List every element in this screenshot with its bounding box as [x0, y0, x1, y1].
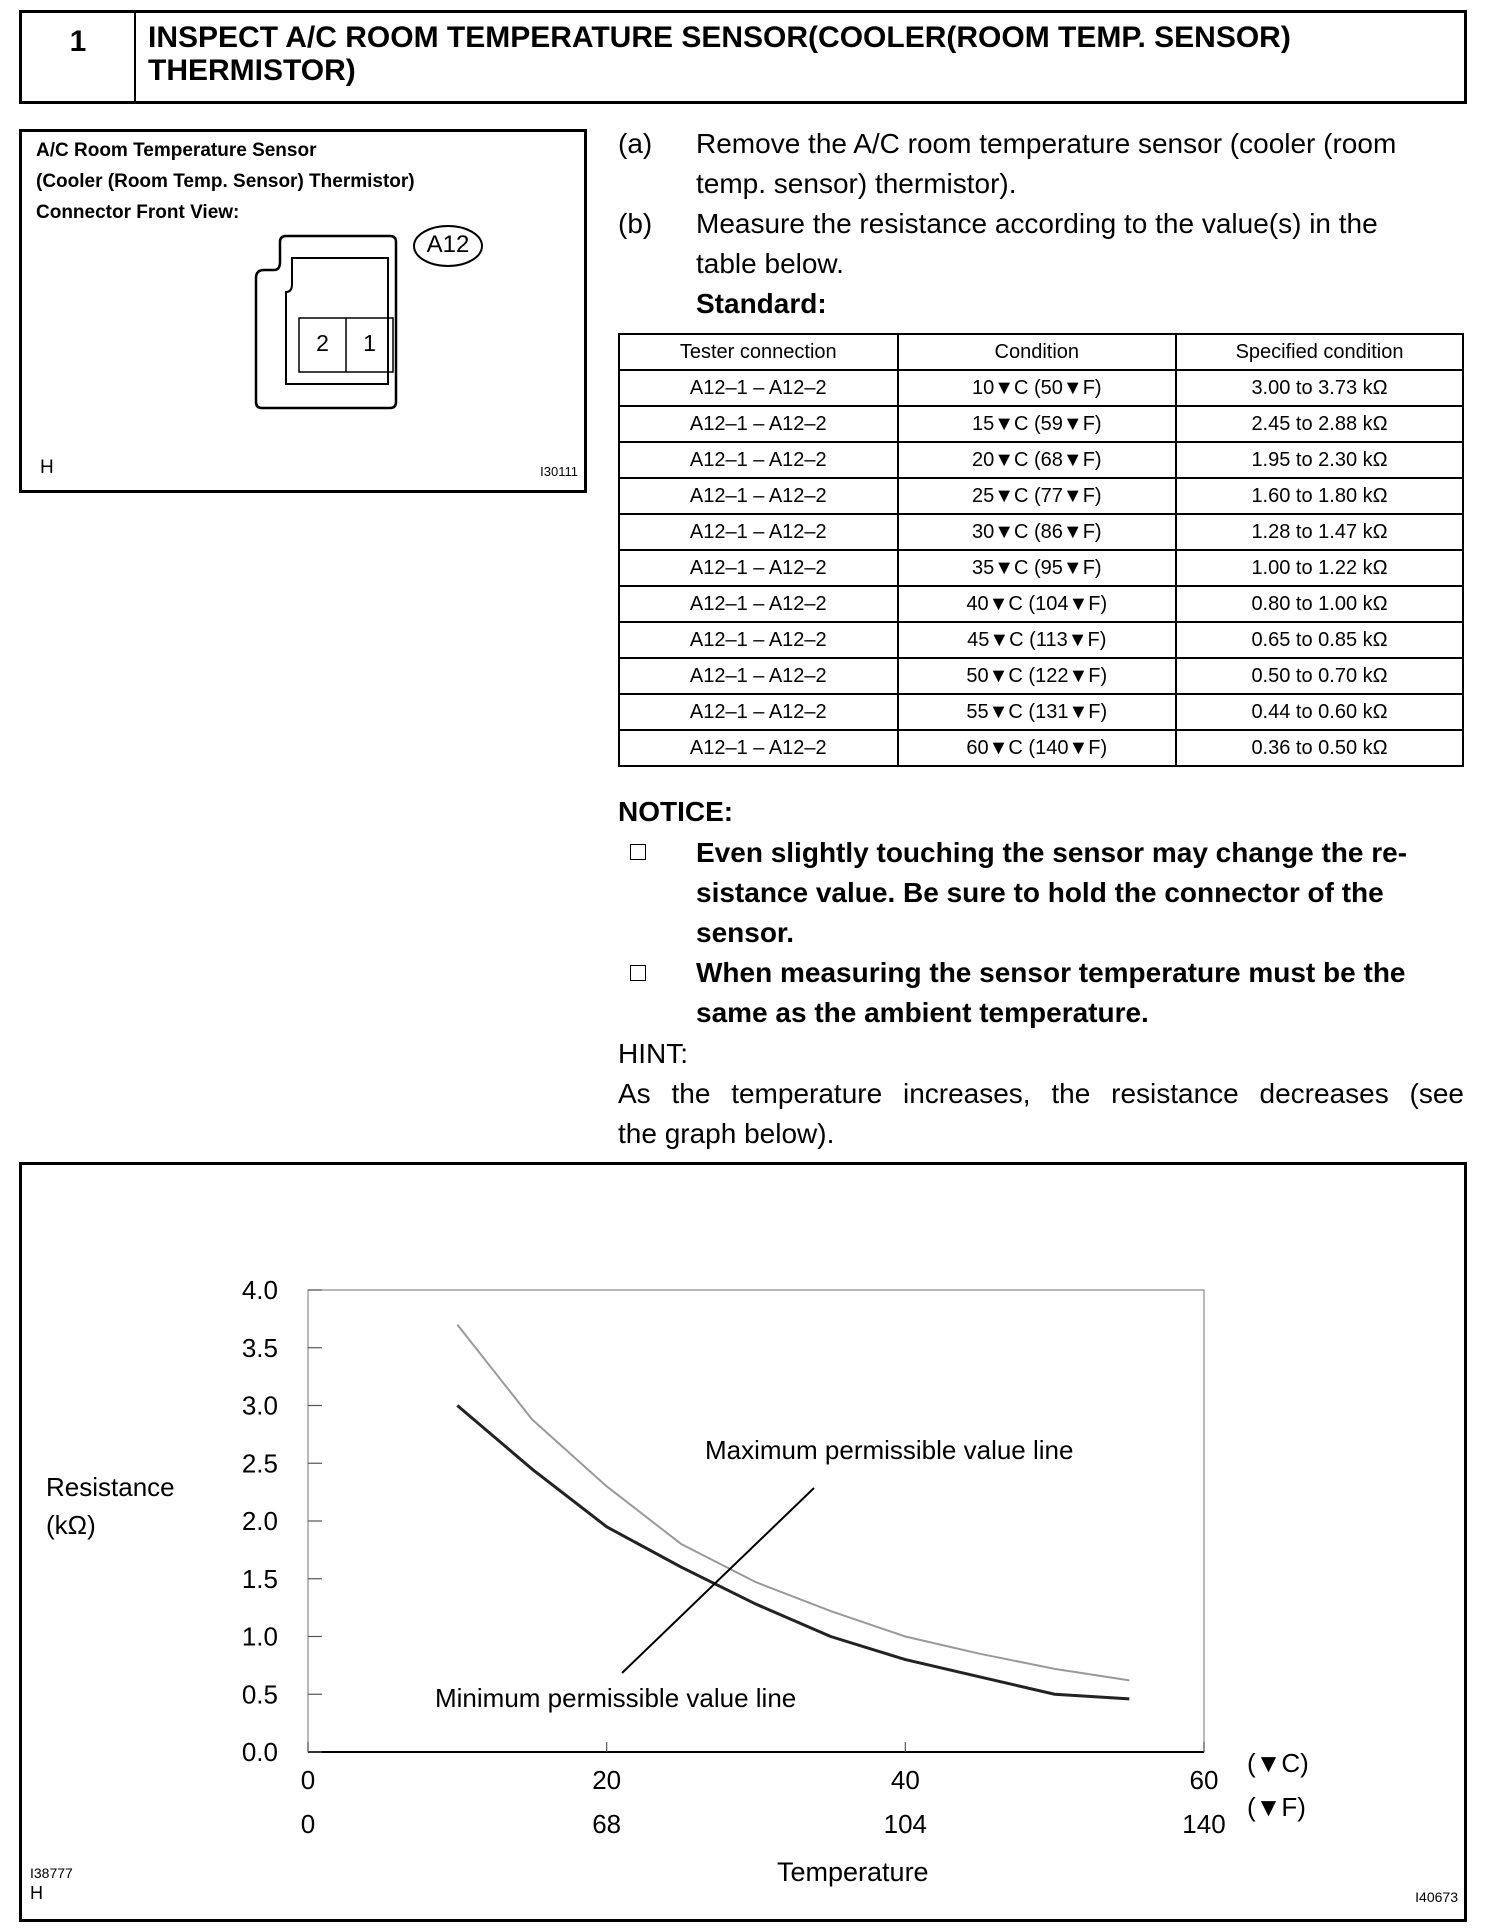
cell-condition: 25▼C (77▼F) — [898, 478, 1177, 514]
unit-fahrenheit: (▼F) — [1247, 1792, 1306, 1822]
figure-caption-line: Connector Front View: — [36, 202, 240, 223]
table-row — [619, 586, 1463, 622]
cell-condition: 15▼C (59▼F) — [898, 406, 1177, 442]
step-b-line: Measure the resistance according to the value(s) in the — [696, 208, 1378, 239]
cell-tester-connection: A12–1 – A12–2 — [619, 370, 898, 406]
cell-specified-condition: 1.00 to 1.22 kΩ — [1176, 550, 1463, 586]
cell-specified-condition: 3.00 to 3.73 kΩ — [1176, 370, 1463, 406]
y-tick-label: 1.0 — [241, 1621, 278, 1652]
table-header-row — [619, 334, 1463, 370]
x-tick-label-fahrenheit: 68 — [592, 1809, 622, 1839]
figure-code: I40673 — [1415, 1889, 1458, 1905]
header-tester-connection: Tester connection — [619, 334, 898, 370]
table-row — [619, 370, 1463, 406]
cell-tester-connection: A12–1 – A12–2 — [619, 694, 898, 730]
table-row — [619, 550, 1463, 586]
table-row — [619, 406, 1463, 442]
notice-line: sistance value. Be sure to hold the connector of the — [696, 877, 1384, 908]
cell-tester-connection: A12–1 – A12–2 — [619, 550, 898, 586]
hint-title: HINT: — [618, 1038, 688, 1069]
step-header — [19, 10, 1467, 104]
notice-line: same as the ambient temperature. — [696, 997, 1149, 1028]
bullet-box-icon — [630, 844, 646, 860]
unit-celsius: (▼C) — [1247, 1748, 1309, 1778]
cell-specified-condition: 0.44 to 0.60 kΩ — [1176, 694, 1463, 730]
x-axis-label: Temperature — [777, 1857, 929, 1887]
notice-title: NOTICE: — [618, 796, 734, 827]
y-tick-label: 0.5 — [241, 1679, 278, 1710]
y-tick-label: 2.5 — [241, 1448, 278, 1479]
corner-mark: H — [30, 1883, 43, 1903]
y-tick-label: 0.0 — [241, 1737, 278, 1767]
x-tick-label-celsius: 20 — [592, 1765, 622, 1795]
max-permissible-line — [457, 1325, 1129, 1681]
notice-line: sensor. — [696, 917, 795, 948]
x-tick-label-celsius: 0 — [300, 1765, 316, 1795]
pin-1: 1 — [363, 330, 376, 356]
y-axis-label: Resistance — [46, 1472, 175, 1502]
step-b-line: table below. — [696, 248, 844, 279]
max-line-label: Maximum permissible value line — [705, 1435, 1074, 1465]
step-b-marker: (b) — [618, 208, 653, 239]
cell-tester-connection: A12–1 – A12–2 — [619, 442, 898, 478]
cell-tester-connection: A12–1 – A12–2 — [619, 730, 898, 766]
cell-condition: 45▼C (113▼F) — [898, 622, 1177, 658]
cell-specified-condition: 0.50 to 0.70 kΩ — [1176, 658, 1463, 694]
cell-specified-condition: 0.65 to 0.85 kΩ — [1176, 622, 1463, 658]
cell-specified-condition: 1.60 to 1.80 kΩ — [1176, 478, 1463, 514]
x-tick-label-fahrenheit: 104 — [883, 1809, 928, 1839]
figure-code: I30111 — [540, 464, 578, 479]
table-row — [619, 478, 1463, 514]
cell-tester-connection: A12–1 – A12–2 — [619, 514, 898, 550]
cell-tester-connection: A12–1 – A12–2 — [619, 586, 898, 622]
min-line-label: Minimum permissible value line — [435, 1683, 797, 1713]
cell-tester-connection: A12–1 – A12–2 — [619, 658, 898, 694]
cell-specified-condition: 2.45 to 2.88 kΩ — [1176, 406, 1463, 442]
step-title: INSPECT A/C ROOM TEMPERATURE SENSOR(COOLER(ROOM TEMP. SENSOR) THERMISTOR) — [148, 21, 1291, 87]
table-row — [619, 622, 1463, 658]
resistance-table — [618, 333, 1464, 767]
cell-condition: 60▼C (140▼F) — [898, 730, 1177, 766]
y-tick-label: 4.0 — [241, 1275, 278, 1305]
step-a-marker: (a) — [618, 128, 653, 159]
x-tick-label-celsius: 60 — [1189, 1765, 1219, 1795]
figure-code: I38777 — [30, 1865, 73, 1881]
x-tick-label-fahrenheit: 0 — [300, 1809, 316, 1839]
y-tick-label: 2.0 — [241, 1506, 278, 1536]
cell-condition: 40▼C (104▼F) — [898, 586, 1177, 622]
x-tick-label-celsius: 40 — [890, 1765, 920, 1795]
y-axis-unit: (kΩ) — [46, 1510, 96, 1540]
corner-mark: H — [40, 457, 54, 478]
table-row — [619, 442, 1463, 478]
hint-line: As the temperature increases, the resistance decreases (see — [618, 1078, 1464, 1109]
cell-condition: 35▼C (95▼F) — [898, 550, 1177, 586]
y-tick-label: 1.5 — [241, 1563, 278, 1594]
table-row — [619, 658, 1463, 694]
hint-line: the graph below). — [618, 1118, 835, 1149]
notice-line: When measuring the sensor temperature must be the — [696, 957, 1406, 988]
cell-specified-condition: 0.80 to 1.00 kΩ — [1176, 586, 1463, 622]
figure-caption-line: (Cooler (Room Temp. Sensor) Thermistor) — [36, 171, 415, 192]
cell-specified-condition: 1.95 to 2.30 kΩ — [1176, 442, 1463, 478]
connector-figure — [19, 129, 587, 493]
cell-condition: 10▼C (50▼F) — [898, 370, 1177, 406]
resistance-graph — [19, 1162, 1467, 1922]
cell-tester-connection: A12–1 – A12–2 — [619, 406, 898, 442]
cell-condition: 50▼C (122▼F) — [898, 658, 1177, 694]
cell-tester-connection: A12–1 – A12–2 — [619, 478, 898, 514]
cell-specified-condition: 0.36 to 0.50 kΩ — [1176, 730, 1463, 766]
figure-caption-line: A/C Room Temperature Sensor — [36, 140, 317, 161]
step-a-line: Remove the A/C room temperature sensor (cooler (room — [696, 128, 1397, 159]
notice-line: Even slightly touching the sensor may change the re- — [696, 837, 1408, 868]
cell-tester-connection: A12–1 – A12–2 — [619, 622, 898, 658]
header-condition: Condition — [898, 334, 1177, 370]
table-row — [619, 694, 1463, 730]
y-tick-label: 3.0 — [241, 1390, 278, 1421]
connector-drawing — [22, 132, 584, 490]
cell-condition: 55▼C (131▼F) — [898, 694, 1177, 730]
cell-condition: 20▼C (68▼F) — [898, 442, 1177, 478]
y-tick-label: 3.5 — [241, 1332, 278, 1363]
x-tick-label-fahrenheit: 140 — [1182, 1809, 1226, 1839]
step-a-line: temp. sensor) thermistor). — [696, 168, 1017, 199]
cell-condition: 30▼C (86▼F) — [898, 514, 1177, 550]
table-row — [619, 514, 1463, 550]
max-label-leader — [622, 1488, 814, 1673]
cell-specified-condition: 1.28 to 1.47 kΩ — [1176, 514, 1463, 550]
table-row — [619, 730, 1463, 766]
header-specified-condition: Specified condition — [1176, 334, 1463, 370]
pin-2: 2 — [316, 330, 329, 356]
standard-label: Standard: — [696, 288, 827, 319]
connector-label: A12 — [426, 231, 470, 258]
bullet-box-icon — [630, 965, 646, 981]
step-number: 1 — [22, 13, 136, 101]
